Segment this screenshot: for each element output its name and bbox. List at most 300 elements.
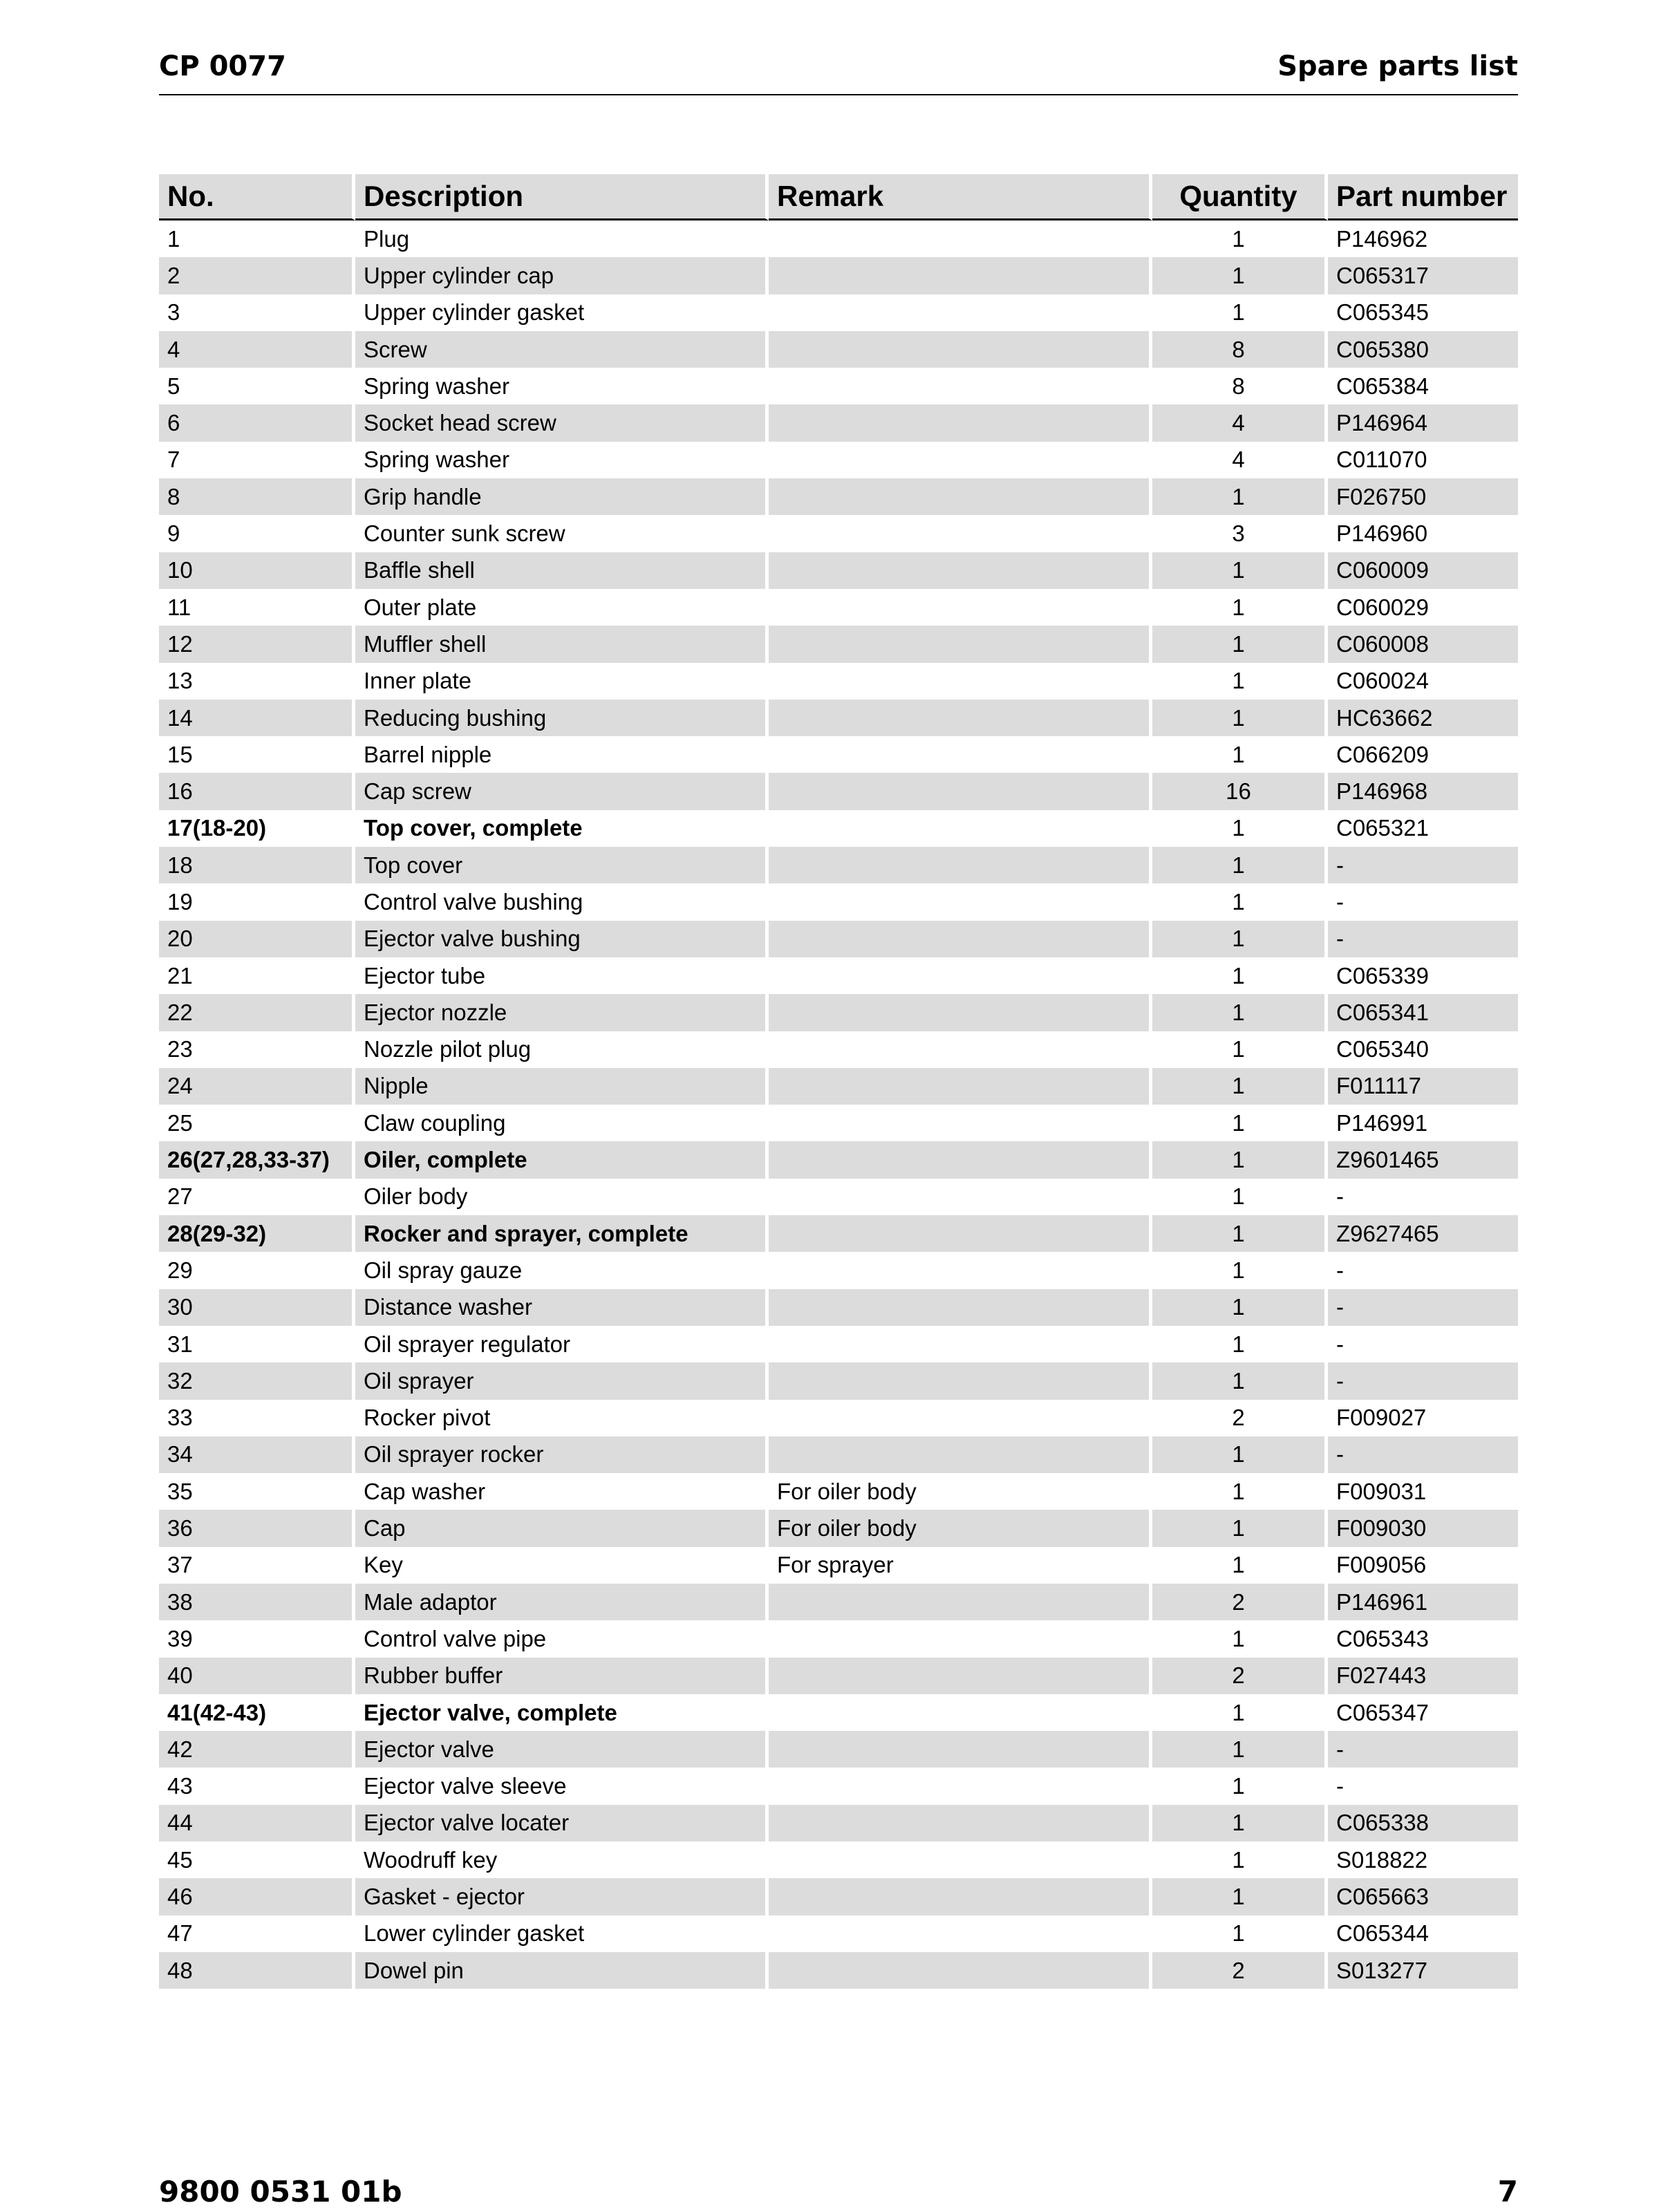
cell-description: Oil sprayer: [355, 1362, 769, 1399]
table-row: [159, 810, 1518, 847]
cell-part-number: C065347: [1336, 1699, 1429, 1725]
cell-part-number: -: [1328, 1436, 1518, 1473]
cell-quantity: 1: [1152, 1620, 1328, 1657]
cell-remark: [769, 1584, 1152, 1620]
cell-part-number: F009027: [1336, 1405, 1427, 1431]
cell-description: Muffler shell: [355, 626, 769, 662]
cell-quantity: 1: [1152, 663, 1328, 700]
cell-no: 43: [159, 1768, 355, 1804]
cell-description: Screw: [355, 331, 769, 368]
column-header-remark: Remark: [769, 174, 1152, 221]
cell-description: Upper cylinder cap: [355, 257, 769, 294]
cell-remark: [769, 994, 1152, 1031]
cell-quantity: 1: [1152, 1473, 1328, 1510]
table-row: [159, 1141, 1518, 1178]
cell-no: 35: [159, 1473, 355, 1510]
cell-remark: [769, 1289, 1152, 1326]
cell-part-number: -: [1328, 921, 1518, 957]
table-row: [159, 957, 1518, 994]
cell-quantity: 4: [1152, 404, 1328, 441]
cell-part-number: S013277: [1328, 1952, 1518, 1989]
cell-part-number: C060029: [1336, 594, 1429, 620]
cell-quantity: 1: [1152, 1252, 1328, 1288]
cell-quantity: 1: [1152, 1436, 1328, 1473]
cell-part-number: C065344: [1336, 1920, 1429, 1947]
cell-description: Ejector valve sleeve: [355, 1768, 769, 1804]
table-row: [159, 368, 1518, 404]
cell-remark: [769, 1252, 1152, 1288]
table-row: [159, 921, 1518, 957]
cell-no: 9: [159, 515, 355, 552]
cell-part-number: -: [1328, 1731, 1518, 1768]
cell-remark: [769, 515, 1152, 552]
cell-quantity: 1: [1152, 1068, 1328, 1105]
table-row: [159, 404, 1518, 441]
cell-part-number: Z9601465: [1328, 1141, 1518, 1178]
cell-no: 8: [159, 478, 355, 515]
cell-remark: [769, 1326, 1152, 1362]
cell-no: 38: [159, 1584, 355, 1620]
table-row: [159, 1252, 1518, 1288]
cell-part-number: P146961: [1328, 1584, 1518, 1620]
cell-part-number: C065380: [1328, 331, 1518, 368]
cell-remark: [769, 331, 1152, 368]
cell-quantity: 3: [1152, 515, 1328, 552]
table-row: [159, 552, 1518, 589]
cell-remark: [769, 368, 1152, 404]
table-row: [159, 257, 1518, 294]
cell-part-number: C065321: [1336, 815, 1429, 841]
cell-remark: [769, 1436, 1152, 1473]
cell-no: 41(42-43): [159, 1694, 355, 1731]
cell-description: Rocker and sprayer, complete: [355, 1215, 769, 1252]
cell-no: 36: [159, 1510, 355, 1546]
cell-quantity: 1: [1152, 883, 1328, 920]
cell-no: 13: [159, 663, 355, 700]
cell-description: Upper cylinder gasket: [355, 294, 769, 331]
cell-description: Ejector valve locater: [355, 1805, 769, 1841]
cell-quantity: 1: [1152, 1841, 1328, 1878]
cell-quantity: 2: [1152, 1400, 1328, 1436]
cell-part-number: C065663: [1328, 1878, 1518, 1915]
table-row: [159, 1215, 1518, 1252]
cell-description: Counter sunk screw: [355, 515, 769, 552]
table-row: [159, 1915, 1518, 1952]
cell-quantity: 16: [1152, 773, 1328, 809]
table-row: [159, 1658, 1518, 1694]
cell-remark: For oiler body: [769, 1473, 1152, 1510]
cell-part-number: -: [1328, 1289, 1518, 1326]
table-row: [159, 331, 1518, 368]
cell-remark: [769, 663, 1152, 700]
cell-remark: For oiler body: [769, 1510, 1152, 1546]
table-row: [159, 1952, 1518, 1989]
table-row: [159, 294, 1518, 331]
cell-description: Ejector valve, complete: [355, 1694, 769, 1731]
cell-description: Oiler body: [355, 1179, 769, 1215]
page-footer: [159, 2177, 1518, 2212]
cell-description: Spring washer: [355, 368, 769, 404]
cell-remark: [769, 847, 1152, 883]
cell-no: 32: [159, 1362, 355, 1399]
model-title: CP 0077: [159, 50, 286, 82]
table-row: [159, 1547, 1518, 1584]
cell-quantity: 1: [1152, 1031, 1328, 1068]
cell-description: Distance washer: [355, 1289, 769, 1326]
cell-remark: [769, 957, 1152, 994]
cell-quantity: 1: [1152, 1878, 1328, 1915]
cell-part-number: C065339: [1336, 962, 1429, 988]
cell-description: Rocker pivot: [355, 1400, 769, 1436]
table-row: [159, 1362, 1518, 1399]
cell-quantity: 8: [1152, 331, 1328, 368]
table-row: [159, 1878, 1518, 1915]
column-header-description: Description: [355, 174, 769, 221]
cell-quantity: 1: [1152, 1694, 1328, 1731]
cell-remark: [769, 552, 1152, 589]
table-row: [159, 515, 1518, 552]
cell-description: Ejector nozzle: [355, 994, 769, 1031]
cell-quantity: 1: [1152, 1510, 1328, 1546]
cell-part-number: C011070: [1336, 447, 1427, 473]
cell-part-number: C065343: [1336, 1625, 1429, 1651]
cell-description: Oiler, complete: [355, 1141, 769, 1178]
cell-quantity: 1: [1152, 1215, 1328, 1252]
cell-remark: [769, 1952, 1152, 1989]
cell-description: Socket head screw: [355, 404, 769, 441]
table-row: [159, 1620, 1518, 1657]
cell-description: Control valve bushing: [355, 883, 769, 920]
cell-description: Dowel pin: [355, 1952, 769, 1989]
cell-quantity: 1: [1152, 700, 1328, 736]
cell-part-number: -: [1336, 1773, 1344, 1799]
cell-no: 39: [159, 1620, 355, 1657]
cell-remark: [769, 700, 1152, 736]
cell-remark: [769, 626, 1152, 662]
table-row: [159, 1694, 1518, 1731]
cell-quantity: 1: [1152, 1731, 1328, 1768]
cell-description: Ejector valve: [355, 1731, 769, 1768]
cell-no: 47: [159, 1915, 355, 1952]
table-header-row: [159, 174, 1518, 221]
cell-no: 15: [159, 736, 355, 773]
cell-quantity: 4: [1152, 442, 1328, 478]
cell-no: 25: [159, 1105, 355, 1141]
cell-no: 28(29-32): [159, 1215, 355, 1252]
cell-quantity: 1: [1152, 957, 1328, 994]
table-row: [159, 1473, 1518, 1510]
cell-no: 16: [159, 773, 355, 809]
table-row: [159, 1768, 1518, 1804]
cell-part-number: -: [1328, 1362, 1518, 1399]
cell-description: Oil spray gauze: [355, 1252, 769, 1288]
page-header: [159, 50, 1518, 95]
cell-no: 37: [159, 1547, 355, 1584]
cell-quantity: 1: [1152, 1805, 1328, 1841]
cell-quantity: 1: [1152, 994, 1328, 1031]
cell-remark: [769, 736, 1152, 773]
cell-remark: [769, 1031, 1152, 1068]
cell-part-number: -: [1336, 1183, 1344, 1210]
cell-part-number: C066209: [1336, 741, 1429, 767]
cell-remark: [769, 921, 1152, 957]
cell-part-number: -: [1328, 847, 1518, 883]
spare-parts-table: [159, 174, 1518, 1989]
cell-no: 44: [159, 1805, 355, 1841]
cell-no: 23: [159, 1031, 355, 1068]
page-number: 7: [1497, 2175, 1518, 2209]
document-number: 9800 0531 01b: [159, 2175, 402, 2209]
cell-remark: [769, 1141, 1152, 1178]
cell-remark: [769, 1179, 1152, 1215]
cell-remark: [769, 1620, 1152, 1657]
cell-remark: [769, 773, 1152, 809]
cell-description: Lower cylinder gasket: [355, 1915, 769, 1952]
cell-remark: For sprayer: [769, 1547, 1152, 1584]
cell-description: Cap: [355, 1510, 769, 1546]
cell-part-number: C060009: [1328, 552, 1518, 589]
cell-quantity: 1: [1152, 1547, 1328, 1584]
table-row: [159, 1584, 1518, 1620]
cell-no: 20: [159, 921, 355, 957]
table-row: [159, 1031, 1518, 1068]
cell-quantity: 1: [1152, 1326, 1328, 1362]
cell-remark: [769, 1731, 1152, 1768]
cell-no: 30: [159, 1289, 355, 1326]
cell-description: Spring washer: [355, 442, 769, 478]
cell-quantity: 1: [1152, 847, 1328, 883]
cell-no: 7: [159, 442, 355, 478]
cell-no: 10: [159, 552, 355, 589]
cell-no: 11: [159, 589, 355, 626]
cell-description: Claw coupling: [355, 1105, 769, 1141]
cell-no: 34: [159, 1436, 355, 1473]
cell-part-number: F011117: [1328, 1068, 1518, 1105]
cell-no: 27: [159, 1179, 355, 1215]
column-header-quantity: Quantity: [1152, 174, 1328, 221]
cell-remark: [769, 1694, 1152, 1731]
cell-remark: [769, 810, 1152, 847]
cell-quantity: 1: [1152, 589, 1328, 626]
cell-remark: [769, 1658, 1152, 1694]
cell-part-number: S018822: [1336, 1846, 1428, 1873]
cell-no: 31: [159, 1326, 355, 1362]
table-row: [159, 1510, 1518, 1546]
cell-no: 3: [159, 294, 355, 331]
table-row: [159, 1289, 1518, 1326]
cell-quantity: 1: [1152, 221, 1328, 257]
cell-description: Male adaptor: [355, 1584, 769, 1620]
table-row: [159, 663, 1518, 700]
cell-description: Rubber buffer: [355, 1658, 769, 1694]
cell-no: 33: [159, 1400, 355, 1436]
cell-description: Control valve pipe: [355, 1620, 769, 1657]
cell-part-number: C065317: [1328, 257, 1518, 294]
cell-remark: [769, 1068, 1152, 1105]
cell-quantity: 1: [1152, 1179, 1328, 1215]
cell-no: 14: [159, 700, 355, 736]
table-row: [159, 994, 1518, 1031]
cell-part-number: F026750: [1328, 478, 1518, 515]
cell-quantity: 8: [1152, 368, 1328, 404]
cell-part-number: C060024: [1336, 668, 1429, 694]
cell-no: 22: [159, 994, 355, 1031]
cell-quantity: 1: [1152, 626, 1328, 662]
cell-description: Outer plate: [355, 589, 769, 626]
cell-quantity: 2: [1152, 1952, 1328, 1989]
table-row: [159, 1731, 1518, 1768]
table-row: [159, 1805, 1518, 1841]
cell-remark: [769, 478, 1152, 515]
cell-description: Barrel nipple: [355, 736, 769, 773]
section-title: Spare parts list: [1277, 50, 1518, 82]
table-row: [159, 1068, 1518, 1105]
cell-quantity: 1: [1152, 257, 1328, 294]
table-row: [159, 883, 1518, 920]
cell-part-number: HC63662: [1328, 700, 1518, 736]
cell-quantity: 1: [1152, 478, 1328, 515]
cell-part-number: C065341: [1328, 994, 1518, 1031]
cell-no: 29: [159, 1252, 355, 1288]
cell-no: 48: [159, 1952, 355, 1989]
cell-description: Gasket - ejector: [355, 1878, 769, 1915]
cell-part-number: C065338: [1328, 1805, 1518, 1841]
table-row: [159, 1326, 1518, 1362]
cell-no: 12: [159, 626, 355, 662]
cell-quantity: 1: [1152, 1141, 1328, 1178]
cell-quantity: 2: [1152, 1658, 1328, 1694]
cell-no: 1: [159, 221, 355, 257]
table-row: [159, 626, 1518, 662]
cell-remark: [769, 1915, 1152, 1952]
table-row: [159, 1179, 1518, 1215]
cell-quantity: 1: [1152, 1362, 1328, 1399]
cell-quantity: 1: [1152, 1768, 1328, 1804]
cell-part-number: F009030: [1328, 1510, 1518, 1546]
cell-description: Cap screw: [355, 773, 769, 809]
cell-description: Grip handle: [355, 478, 769, 515]
cell-remark: [769, 257, 1152, 294]
cell-part-number: P146962: [1336, 225, 1428, 252]
column-header-no: No.: [159, 174, 355, 221]
cell-remark: [769, 1215, 1152, 1252]
cell-remark: [769, 221, 1152, 257]
cell-part-number: F027443: [1328, 1658, 1518, 1694]
cell-remark: [769, 589, 1152, 626]
cell-description: Woodruff key: [355, 1841, 769, 1878]
cell-no: 5: [159, 368, 355, 404]
cell-quantity: 1: [1152, 810, 1328, 847]
cell-no: 18: [159, 847, 355, 883]
cell-quantity: 1: [1152, 552, 1328, 589]
cell-quantity: 1: [1152, 294, 1328, 331]
cell-no: 19: [159, 883, 355, 920]
cell-remark: [769, 294, 1152, 331]
cell-description: Oil sprayer rocker: [355, 1436, 769, 1473]
cell-no: 17(18-20): [159, 810, 355, 847]
table-row: [159, 478, 1518, 515]
cell-description: Nozzle pilot plug: [355, 1031, 769, 1068]
cell-part-number: -: [1336, 888, 1344, 915]
cell-part-number: P146968: [1328, 773, 1518, 809]
cell-quantity: 1: [1152, 1289, 1328, 1326]
cell-remark: [769, 1362, 1152, 1399]
cell-quantity: 1: [1152, 1105, 1328, 1141]
cell-quantity: 1: [1152, 921, 1328, 957]
table-row: [159, 847, 1518, 883]
table-row: [159, 1841, 1518, 1878]
cell-part-number: C065340: [1336, 1036, 1429, 1062]
cell-remark: [769, 1400, 1152, 1436]
cell-part-number: F009031: [1336, 1478, 1427, 1504]
cell-no: 46: [159, 1878, 355, 1915]
cell-part-number: Z9627465: [1328, 1215, 1518, 1252]
cell-remark: [769, 404, 1152, 441]
cell-part-number: C065345: [1336, 299, 1429, 326]
cell-no: 26(27,28,33-37): [159, 1141, 355, 1178]
cell-description: Plug: [355, 221, 769, 257]
cell-description: Oil sprayer regulator: [355, 1326, 769, 1362]
table-row: [159, 700, 1518, 736]
table-row: [159, 736, 1518, 773]
cell-no: 6: [159, 404, 355, 441]
table-row: [159, 1400, 1518, 1436]
cell-description: Ejector tube: [355, 957, 769, 994]
cell-remark: [769, 1841, 1152, 1878]
cell-no: 45: [159, 1841, 355, 1878]
cell-description: Key: [355, 1547, 769, 1584]
cell-part-number: C060008: [1328, 626, 1518, 662]
cell-part-number: -: [1336, 1331, 1344, 1357]
cell-remark: [769, 1805, 1152, 1841]
table-row: [159, 221, 1518, 257]
table-row: [159, 1105, 1518, 1141]
table-row: [159, 773, 1518, 809]
cell-quantity: 1: [1152, 736, 1328, 773]
table-row: [159, 442, 1518, 478]
table-row: [159, 1436, 1518, 1473]
cell-description: Top cover: [355, 847, 769, 883]
cell-no: 21: [159, 957, 355, 994]
cell-remark: [769, 1105, 1152, 1141]
cell-remark: [769, 1768, 1152, 1804]
cell-description: Top cover, complete: [355, 810, 769, 847]
cell-quantity: 1: [1152, 1915, 1328, 1952]
cell-description: Inner plate: [355, 663, 769, 700]
cell-quantity: 2: [1152, 1584, 1328, 1620]
cell-description: Nipple: [355, 1068, 769, 1105]
table-row: [159, 589, 1518, 626]
table-body: [159, 221, 1518, 1989]
cell-part-number: C065384: [1336, 373, 1429, 399]
cell-no: 40: [159, 1658, 355, 1694]
cell-no: 42: [159, 1731, 355, 1768]
cell-part-number: P146964: [1328, 404, 1518, 441]
cell-remark: [769, 442, 1152, 478]
cell-no: 2: [159, 257, 355, 294]
cell-description: Reducing bushing: [355, 700, 769, 736]
cell-no: 24: [159, 1068, 355, 1105]
column-header-part-number: Part number: [1328, 174, 1518, 221]
cell-remark: [769, 1878, 1152, 1915]
cell-part-number: P146960: [1336, 521, 1428, 547]
cell-description: Baffle shell: [355, 552, 769, 589]
cell-part-number: P146991: [1336, 1109, 1428, 1136]
cell-part-number: -: [1336, 1257, 1344, 1283]
cell-description: Cap washer: [355, 1473, 769, 1510]
cell-remark: [769, 883, 1152, 920]
cell-part-number: F009056: [1336, 1552, 1427, 1578]
